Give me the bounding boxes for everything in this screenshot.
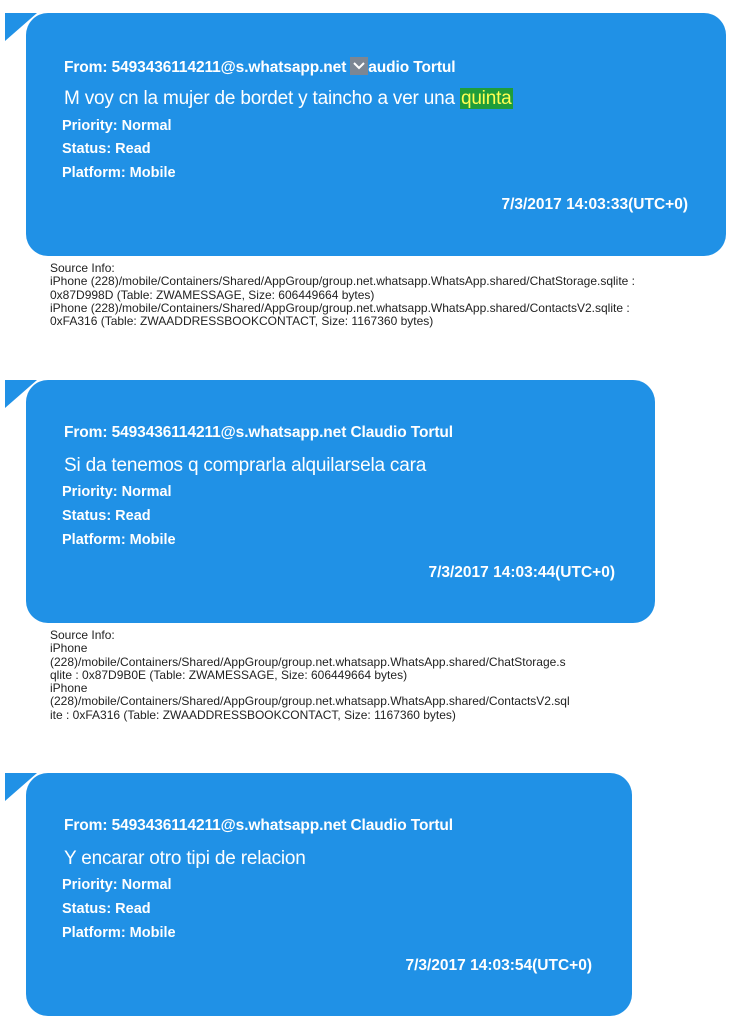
sender-line (64, 57, 455, 77)
source-info-line: Source Info: (50, 628, 115, 642)
message-text: Si da tenemos q comprarla alquilarsela cara (64, 455, 427, 476)
sender-name-partial: audio Tortul (368, 59, 456, 76)
source-info-line: 0x87D998D (Table: ZWAMESSAGE, Size: 606449664 bytes) (50, 287, 375, 302)
source-info (50, 262, 635, 328)
message-bubble-2 (26, 380, 655, 623)
priority-label: Priority: Normal (62, 877, 172, 893)
source-info-line: iPhone (228)/mobile/Containers/Shared/AppGroup/group.net.whatsapp.WhatsApp.shared/ContactsV2.sqlite : (50, 300, 630, 315)
source-info-line: (228)/mobile/Containers/Shared/AppGroup/group.net.whatsapp.WhatsApp.shared/ChatStorage.s (50, 654, 566, 669)
sender-line: From: 5493436114211@s.whatsapp.net Claudio Tortul (64, 817, 453, 834)
source-info-line: iPhone (50, 641, 88, 656)
source-info (50, 629, 570, 722)
source-info-line: 0xFA316 (Table: ZWAADDRESSBOOKCONTACT, Size: 1167360 bytes) (50, 314, 434, 329)
sender-line: From: 5493436114211@s.whatsapp.net Claudio Tortul (64, 424, 453, 441)
chevron-down-icon (353, 61, 365, 71)
status-label: Status: Read (62, 508, 151, 524)
message-text-main: M voy cn la mujer de bordet y taincho a ver una (64, 88, 460, 109)
message-bubble-1 (26, 13, 726, 256)
platform-label: Platform: Mobile (62, 532, 176, 548)
priority-label: Priority: Normal (62, 118, 172, 134)
message-timestamp: 7/3/2017 14:03:44(UTC+0) (428, 564, 615, 581)
message-timestamp: 7/3/2017 14:03:33(UTC+0) (501, 196, 688, 213)
dropdown-toggle[interactable] (350, 57, 368, 75)
source-info-line: qlite : 0x87D9B0E (Table: ZWAMESSAGE, Size: 606449664 bytes) (50, 667, 408, 682)
platform-label: Platform: Mobile (62, 925, 176, 941)
source-info-line: iPhone (50, 681, 88, 696)
message-bubble-3 (26, 773, 632, 1016)
platform-label: Platform: Mobile (62, 165, 176, 181)
source-info-line: iPhone (228)/mobile/Containers/Shared/AppGroup/group.net.whatsapp.WhatsApp.shared/ChatStorage.sqlite : (50, 274, 636, 289)
search-highlight: quinta (460, 88, 512, 109)
priority-label: Priority: Normal (62, 484, 172, 500)
status-label: Status: Read (62, 141, 151, 157)
message-text (64, 88, 513, 110)
status-label: Status: Read (62, 901, 151, 917)
message-timestamp: 7/3/2017 14:03:54(UTC+0) (405, 957, 592, 974)
source-info-line: (228)/mobile/Containers/Shared/AppGroup/group.net.whatsapp.WhatsApp.shared/ContactsV2.sql (50, 694, 570, 709)
source-info-line: ite : 0xFA316 (Table: ZWAADDRESSBOOKCONTACT, Size: 1167360 bytes) (50, 707, 456, 722)
sender-address: From: 5493436114211@s.whatsapp.net (64, 59, 347, 76)
source-info-line: Source Info: (50, 261, 115, 275)
message-text: Y encarar otro tipi de relacion (64, 848, 306, 869)
